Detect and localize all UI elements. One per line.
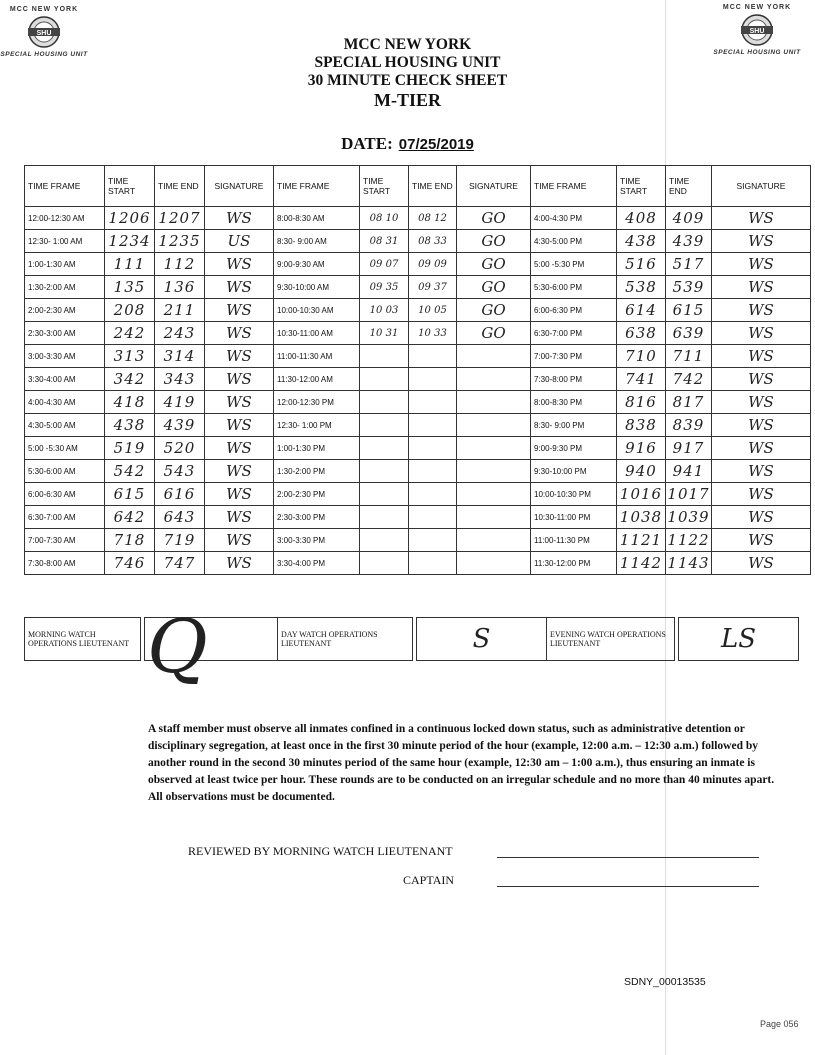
- time-frame-cell: 4:00-4:30 AM: [25, 391, 105, 414]
- signature-cell[interactable]: [457, 529, 531, 552]
- signature-cell[interactable]: WS: [205, 368, 274, 391]
- signature-cell[interactable]: WS: [712, 322, 811, 345]
- signature-cell[interactable]: WS: [205, 391, 274, 414]
- signature-cell[interactable]: WS: [205, 345, 274, 368]
- time-frame-cell: 10:00-10:30 PM: [531, 483, 617, 506]
- signature-cell[interactable]: WS: [205, 529, 274, 552]
- signature-cell[interactable]: WS: [205, 322, 274, 345]
- time-frame-cell: 7:30-8:00 PM: [531, 368, 617, 391]
- signature-cell[interactable]: WS: [205, 299, 274, 322]
- time-start-cell[interactable]: [360, 437, 409, 460]
- column-header: SIGNATURE: [205, 166, 274, 207]
- time-end-cell[interactable]: 1235: [155, 230, 205, 253]
- time-end-cell[interactable]: 08 12: [409, 207, 457, 230]
- logo-top-text: MCC NEW YORK: [722, 4, 792, 11]
- time-end-cell[interactable]: [409, 437, 457, 460]
- time-start-cell[interactable]: 242: [105, 322, 155, 345]
- time-end-cell[interactable]: 520: [155, 437, 205, 460]
- unit-name: SPECIAL HOUSING UNIT: [314, 54, 501, 71]
- time-frame-cell: 1:00-1:30 PM: [274, 437, 360, 460]
- signature-cell[interactable]: WS: [205, 414, 274, 437]
- time-frame-cell: 3:30-4:00 PM: [274, 552, 360, 575]
- time-start-cell[interactable]: 135: [105, 276, 155, 299]
- time-frame-cell: 7:00-7:30 AM: [25, 529, 105, 552]
- time-start-cell[interactable]: 1038: [617, 506, 666, 529]
- time-end-cell[interactable]: 719: [155, 529, 205, 552]
- time-start-cell[interactable]: 538: [617, 276, 666, 299]
- signature-cell[interactable]: WS: [712, 368, 811, 391]
- column-header: TIME END: [155, 166, 205, 207]
- table-body: [25, 207, 811, 575]
- time-start-cell[interactable]: 916: [617, 437, 666, 460]
- logo-bottom-text: SPECIAL HOUSING UNIT: [713, 49, 801, 56]
- time-start-cell[interactable]: 408: [617, 207, 666, 230]
- time-frame-cell: 5:00 -5:30 AM: [25, 437, 105, 460]
- time-frame-cell: 9:00-9:30 AM: [274, 253, 360, 276]
- time-start-cell[interactable]: 638: [617, 322, 666, 345]
- time-start-cell[interactable]: 838: [617, 414, 666, 437]
- signature-cell[interactable]: [457, 506, 531, 529]
- time-end-cell[interactable]: 1207: [155, 207, 205, 230]
- time-frame-cell: 12:30- 1:00 AM: [25, 230, 105, 253]
- time-start-cell[interactable]: 519: [105, 437, 155, 460]
- observation-policy-notice: A staff member must observe all inmates confined in a continuous locked down status, such as administrative detention or disciplinary segregation, at least once in the first 30 minute period of the hour (example, 12:00 a.m. – 12:30 a.m.) followed by another round in the second 30 minutes period of the same hour (example, 12:30 am – 1:00 a.m.), thus ensuring an inmate is observed at least twice per hour. These rounds are to be conducted on an irregular schedule and no more than 40 minutes apart. All observations must be documented.: [148, 723, 775, 803]
- lieutenant-signoff-table: [24, 617, 799, 661]
- time-frame-cell: 5:00 -5:30 PM: [531, 253, 617, 276]
- signature-cell[interactable]: [457, 483, 531, 506]
- time-end-cell[interactable]: 09 09: [409, 253, 457, 276]
- signature-cell[interactable]: WS: [712, 506, 811, 529]
- time-end-cell[interactable]: 243: [155, 322, 205, 345]
- column-header: TIME START: [617, 166, 666, 207]
- table-row: [25, 460, 811, 483]
- time-start-cell[interactable]: 10 03: [360, 299, 409, 322]
- time-end-cell[interactable]: [409, 368, 457, 391]
- captain-label: CAPTAIN: [403, 873, 455, 887]
- signature-cell[interactable]: [457, 552, 531, 575]
- date-label: DATE:: [341, 134, 393, 153]
- time-frame-cell: 11:30-12:00 AM: [274, 368, 360, 391]
- time-start-cell[interactable]: 1142: [617, 552, 666, 575]
- signature-cell[interactable]: GO: [457, 207, 531, 230]
- signature-cell[interactable]: WS: [205, 506, 274, 529]
- time-start-cell[interactable]: 10 31: [360, 322, 409, 345]
- column-header: SIGNATURE: [457, 166, 531, 207]
- column-header: TIME END: [666, 166, 712, 207]
- reviewed-by-label: REVIEWED BY MORNING WATCH LIEUTENANT: [188, 844, 453, 858]
- svg-text:SHU: SHU: [749, 28, 765, 35]
- time-start-cell[interactable]: 1016: [617, 483, 666, 506]
- time-start-cell[interactable]: 111: [105, 253, 155, 276]
- column-header: TIME END: [409, 166, 457, 207]
- time-end-cell[interactable]: [409, 483, 457, 506]
- time-start-cell[interactable]: [360, 368, 409, 391]
- time-end-cell[interactable]: 1143: [666, 552, 712, 575]
- time-frame-cell: 3:30-4:00 AM: [25, 368, 105, 391]
- morning-lieutenant-signature: Q: [147, 604, 208, 690]
- evening-lieutenant-signature[interactable]: LS: [679, 618, 799, 661]
- svg-text:SHU: SHU: [36, 30, 52, 37]
- date-value: 07/25/2019: [398, 136, 474, 153]
- time-end-cell[interactable]: 439: [155, 414, 205, 437]
- time-end-cell[interactable]: 409: [666, 207, 712, 230]
- time-end-cell[interactable]: 112: [155, 253, 205, 276]
- time-end-cell[interactable]: 539: [666, 276, 712, 299]
- signature-cell[interactable]: US: [205, 230, 274, 253]
- time-frame-cell: 6:30-7:00 PM: [531, 322, 617, 345]
- time-end-cell[interactable]: 10 05: [409, 299, 457, 322]
- table-row: [25, 276, 811, 299]
- time-end-cell[interactable]: 543: [155, 460, 205, 483]
- time-frame-cell: 10:30-11:00 PM: [531, 506, 617, 529]
- signature-cell[interactable]: GO: [457, 253, 531, 276]
- signature-cell[interactable]: WS: [712, 276, 811, 299]
- time-end-cell[interactable]: 711: [666, 345, 712, 368]
- signature-cell[interactable]: WS: [712, 345, 811, 368]
- time-end-cell[interactable]: 439: [666, 230, 712, 253]
- time-frame-cell: 8:00-8:30 PM: [531, 391, 617, 414]
- time-end-cell[interactable]: [409, 552, 457, 575]
- table-row: [25, 437, 811, 460]
- signature-cell[interactable]: WS: [205, 483, 274, 506]
- column-header: TIME FRAME: [25, 166, 105, 207]
- time-start-cell[interactable]: 542: [105, 460, 155, 483]
- evening-lieutenant-label: EVENING WATCH OPERATIONS LIEUTENANT: [547, 618, 675, 661]
- time-frame-cell: 4:30-5:00 PM: [531, 230, 617, 253]
- logo-top-text: MCC NEW YORK: [9, 6, 79, 13]
- time-end-cell[interactable]: 08 33: [409, 230, 457, 253]
- time-frame-cell: 6:00-6:30 AM: [25, 483, 105, 506]
- day-lieutenant-signature[interactable]: S: [417, 618, 547, 661]
- time-start-cell[interactable]: 746: [105, 552, 155, 575]
- table-row: [25, 483, 811, 506]
- time-frame-cell: 9:30-10:00 AM: [274, 276, 360, 299]
- time-end-cell[interactable]: [409, 506, 457, 529]
- time-start-cell[interactable]: 09 07: [360, 253, 409, 276]
- signature-cell[interactable]: WS: [205, 207, 274, 230]
- time-end-cell[interactable]: [409, 529, 457, 552]
- table-row: [25, 552, 811, 575]
- logo-bottom-text: SPECIAL HOUSING UNIT: [0, 51, 88, 58]
- time-start-cell[interactable]: 741: [617, 368, 666, 391]
- time-start-cell[interactable]: [360, 391, 409, 414]
- signature-cell[interactable]: WS: [712, 207, 811, 230]
- time-start-cell[interactable]: 940: [617, 460, 666, 483]
- check-sheet-table: [24, 165, 811, 575]
- time-start-cell[interactable]: [360, 345, 409, 368]
- time-frame-cell: 11:00-11:30 PM: [531, 529, 617, 552]
- column-header: TIME START: [105, 166, 155, 207]
- signature-cell[interactable]: WS: [205, 276, 274, 299]
- time-start-cell[interactable]: 614: [617, 299, 666, 322]
- time-end-cell[interactable]: 419: [155, 391, 205, 414]
- time-frame-cell: 2:30-3:00 PM: [274, 506, 360, 529]
- signature-cell[interactable]: WS: [712, 437, 811, 460]
- signature-cell[interactable]: [457, 368, 531, 391]
- time-start-cell[interactable]: 710: [617, 345, 666, 368]
- time-start-cell[interactable]: [360, 529, 409, 552]
- time-end-cell[interactable]: 616: [155, 483, 205, 506]
- time-frame-cell: 12:00-12:30 PM: [274, 391, 360, 414]
- signature-cell[interactable]: GO: [457, 230, 531, 253]
- time-frame-cell: 6:00-6:30 PM: [531, 299, 617, 322]
- time-start-cell[interactable]: 208: [105, 299, 155, 322]
- time-frame-cell: 12:30- 1:00 PM: [274, 414, 360, 437]
- time-start-cell[interactable]: 615: [105, 483, 155, 506]
- time-start-cell[interactable]: 1206: [105, 207, 155, 230]
- time-frame-cell: 10:30-11:00 AM: [274, 322, 360, 345]
- time-end-cell[interactable]: 09 37: [409, 276, 457, 299]
- time-start-cell[interactable]: [360, 552, 409, 575]
- time-frame-cell: 2:00-2:30 AM: [25, 299, 105, 322]
- time-frame-cell: 2:00-2:30 PM: [274, 483, 360, 506]
- time-frame-cell: 8:00-8:30 AM: [274, 207, 360, 230]
- signature-cell[interactable]: WS: [712, 460, 811, 483]
- time-end-cell[interactable]: 639: [666, 322, 712, 345]
- table-row: [25, 391, 811, 414]
- table-row: [25, 368, 811, 391]
- time-frame-cell: 6:30-7:00 AM: [25, 506, 105, 529]
- time-start-cell[interactable]: [360, 483, 409, 506]
- column-header: SIGNATURE: [712, 166, 811, 207]
- time-start-cell[interactable]: [360, 414, 409, 437]
- time-start-cell[interactable]: 1121: [617, 529, 666, 552]
- time-end-cell[interactable]: 747: [155, 552, 205, 575]
- signature-cell[interactable]: WS: [205, 460, 274, 483]
- time-end-cell[interactable]: [409, 391, 457, 414]
- time-start-cell[interactable]: 1234: [105, 230, 155, 253]
- time-end-cell[interactable]: 314: [155, 345, 205, 368]
- table-row: [25, 299, 811, 322]
- table-header-row: [25, 166, 811, 207]
- sheet-header: [0, 36, 815, 111]
- signature-cell[interactable]: GO: [457, 299, 531, 322]
- day-lieutenant-label: DAY WATCH OPERATIONS LIEUTENANT: [278, 618, 413, 661]
- time-frame-cell: 5:30-6:00 PM: [531, 276, 617, 299]
- signature-cell[interactable]: WS: [712, 552, 811, 575]
- signature-cell[interactable]: [457, 460, 531, 483]
- column-header: TIME FRAME: [531, 166, 617, 207]
- time-end-cell[interactable]: [409, 414, 457, 437]
- time-frame-cell: 9:30-10:00 PM: [531, 460, 617, 483]
- facility-name: MCC NEW YORK: [343, 36, 472, 53]
- time-frame-cell: 11:00-11:30 AM: [274, 345, 360, 368]
- tier-name: M-TIER: [374, 90, 441, 110]
- time-end-cell[interactable]: 1017: [666, 483, 712, 506]
- time-frame-cell: 1:00-1:30 AM: [25, 253, 105, 276]
- time-end-cell[interactable]: 343: [155, 368, 205, 391]
- time-end-cell[interactable]: 517: [666, 253, 712, 276]
- time-frame-cell: 1:30-2:00 PM: [274, 460, 360, 483]
- captain-signature-line[interactable]: [497, 886, 759, 887]
- time-start-cell[interactable]: [360, 460, 409, 483]
- signature-cell[interactable]: WS: [712, 529, 811, 552]
- table-row: [25, 345, 811, 368]
- time-end-cell[interactable]: 817: [666, 391, 712, 414]
- time-frame-cell: 7:30-8:00 AM: [25, 552, 105, 575]
- signature-cell[interactable]: [457, 391, 531, 414]
- time-end-cell[interactable]: [409, 345, 457, 368]
- time-frame-cell: 11:30-12:00 PM: [531, 552, 617, 575]
- time-frame-cell: 2:30-3:00 AM: [25, 322, 105, 345]
- time-frame-cell: 7:00-7:30 PM: [531, 345, 617, 368]
- signature-cell[interactable]: WS: [712, 299, 811, 322]
- time-end-cell[interactable]: 10 33: [409, 322, 457, 345]
- time-start-cell[interactable]: 438: [105, 414, 155, 437]
- time-frame-cell: 10:00-10:30 AM: [274, 299, 360, 322]
- table-row: [25, 207, 811, 230]
- time-start-cell[interactable]: 313: [105, 345, 155, 368]
- time-start-cell[interactable]: 718: [105, 529, 155, 552]
- time-end-cell[interactable]: 742: [666, 368, 712, 391]
- signature-cell[interactable]: [457, 437, 531, 460]
- time-end-cell[interactable]: 211: [155, 299, 205, 322]
- column-header: TIME FRAME: [274, 166, 360, 207]
- time-frame-cell: 4:30-5:00 AM: [25, 414, 105, 437]
- signature-cell[interactable]: WS: [712, 253, 811, 276]
- time-frame-cell: 5:30-6:00 AM: [25, 460, 105, 483]
- signature-cell[interactable]: WS: [712, 483, 811, 506]
- signature-cell[interactable]: WS: [205, 437, 274, 460]
- time-end-cell[interactable]: 941: [666, 460, 712, 483]
- table-row: [25, 414, 811, 437]
- sheet-title: 30 MINUTE CHECK SHEET: [307, 72, 508, 89]
- time-start-cell[interactable]: 08 31: [360, 230, 409, 253]
- table-row: [25, 529, 811, 552]
- table-row: [25, 506, 811, 529]
- table-row: [25, 230, 811, 253]
- time-start-cell[interactable]: [360, 506, 409, 529]
- time-frame-cell: 8:30- 9:00 AM: [274, 230, 360, 253]
- time-end-cell[interactable]: 136: [155, 276, 205, 299]
- signature-cell[interactable]: WS: [712, 391, 811, 414]
- time-frame-cell: 8:30- 9:00 PM: [531, 414, 617, 437]
- bates-number: SDNY_00013535: [624, 976, 706, 988]
- date-line: [0, 134, 815, 154]
- signature-cell[interactable]: GO: [457, 276, 531, 299]
- time-end-cell[interactable]: 615: [666, 299, 712, 322]
- morning-lieutenant-label: MORNING WATCH OPERATIONS LIEUTENANT: [25, 618, 141, 661]
- signature-cell[interactable]: WS: [712, 414, 811, 437]
- table-row: [25, 322, 811, 345]
- time-frame-cell: 3:00-3:30 PM: [274, 529, 360, 552]
- time-end-cell[interactable]: 643: [155, 506, 205, 529]
- page-number: Page 056: [760, 1019, 799, 1029]
- time-start-cell[interactable]: 642: [105, 506, 155, 529]
- time-start-cell[interactable]: 342: [105, 368, 155, 391]
- time-frame-cell: 3:00-3:30 AM: [25, 345, 105, 368]
- column-header: TIME START: [360, 166, 409, 207]
- signature-cell[interactable]: WS: [205, 253, 274, 276]
- time-end-cell[interactable]: 917: [666, 437, 712, 460]
- time-frame-cell: 1:30-2:00 AM: [25, 276, 105, 299]
- time-end-cell[interactable]: [409, 460, 457, 483]
- time-end-cell[interactable]: 1122: [666, 529, 712, 552]
- time-start-cell[interactable]: 08 10: [360, 207, 409, 230]
- signature-cell[interactable]: WS: [712, 230, 811, 253]
- time-start-cell[interactable]: 816: [617, 391, 666, 414]
- time-end-cell[interactable]: 839: [666, 414, 712, 437]
- table-row: [25, 253, 811, 276]
- time-start-cell[interactable]: 516: [617, 253, 666, 276]
- time-frame-cell: 4:00-4:30 PM: [531, 207, 617, 230]
- time-start-cell[interactable]: 09 35: [360, 276, 409, 299]
- signature-cell[interactable]: [457, 414, 531, 437]
- time-frame-cell: 9:00-9:30 PM: [531, 437, 617, 460]
- signature-cell[interactable]: GO: [457, 322, 531, 345]
- time-frame-cell: 12:00-12:30 AM: [25, 207, 105, 230]
- time-start-cell[interactable]: 438: [617, 230, 666, 253]
- signature-cell[interactable]: [457, 345, 531, 368]
- reviewed-by-signature-line[interactable]: [497, 857, 759, 858]
- time-end-cell[interactable]: 1039: [666, 506, 712, 529]
- time-start-cell[interactable]: 418: [105, 391, 155, 414]
- signature-cell[interactable]: WS: [205, 552, 274, 575]
